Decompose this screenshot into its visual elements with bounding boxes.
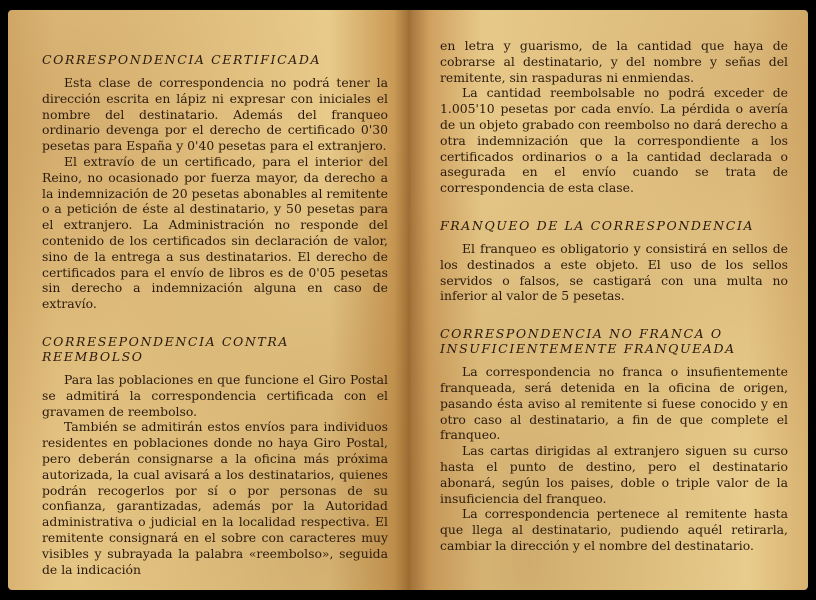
paragraph: El franqueo es obligatorio y consistirá en sellos de los destinados a este objeto. El uso de los sellos servidos o falsos, se castigará con una multa no inferior al valor de 5 pesetas.: [440, 240, 788, 304]
paragraph: También se admitirán estos envíos para individuos residentes en poblaciones donde no haya Giro Postal, pero deberán consignarse a la oficina más próxima autorizada, la cual avisará a los destinatarios, quienes podrán recogerlos por sí o por personas de su confianza, garantizadas, además por la Autoridad administrativa o judicial en la localidad respectiva. El remitente consignará en el sobre con caracteres muy visibles y subrayada la palabra «reembolso», seguida de la indicación: [42, 419, 388, 577]
paragraph: Las cartas dirigidas al extranjero siguen su curso hasta el punto de destino, pero el destinatario abonará, según los paises, doble o triple valor de la insuficiencia del franqueo.: [440, 443, 788, 506]
paragraph: Para las poblaciones en que funcione el Giro Postal se admitirá la correspondencia certificada con el gravamen de reembolso.: [42, 371, 388, 419]
section-heading-reembolso: CORRESEPONDENCIA CONTRA REEMBOLSO: [42, 333, 289, 364]
left-page: [8, 10, 410, 590]
paragraph: La correspondencia pertenece al remitente hasta que llega al destinatario, pudiendo aquél retirarla, cambiar la dirección y el nombre del destinatario.: [440, 506, 788, 553]
paragraph: Esta clase de correspondencia no podrá tener la dirección escrita en lápiz ni expresar con iniciales el nombre del destinatario. Además del franqueo ordinario devenga por el derecho de certificado 0'30 pesetas para España y 0'40 pesetas para el extranjero.: [42, 75, 388, 154]
section-heading-certificada: CORRESPONDENCIA CERTIFICADA: [42, 52, 322, 67]
booklet-spread: [8, 10, 808, 590]
paragraph: La cantidad reembolsable no podrá exceder de 1.005'10 pesetas por cada envío. La pérdida o avería de un objeto grabado con reembolso no dará derecho a otra indemnización que la correspondiente a los certificados ordinarios o a la cantidad declarada o asegurada en el envío cuando se trata de correspondencia de esta clase.: [440, 85, 788, 196]
paragraph: La correspondencia no franca o insufientemente franqueada, será detenida en la oficina de origen, pasando ésta aviso al remitente si fuese conocido y en otro caso al destinatario, a fin de que complete el franqueo.: [440, 364, 788, 443]
paragraph: El extravío de un certificado, para el interior del Reino, no ocasionado por fuerza mayor, da derecho a la indemnización de 20 pesetas abonables al remitente o a petición de éste al destinatario, y 50 pesetas para el extranjero. La Administración no responde del contenido de los certificados sin declaración de valor, sino de la entrega a sus destinatarios. El derecho de certificados para el envío de libros es de 0'05 pesetas sin derecho a indemnización alguna en caso de extravío.: [42, 153, 388, 312]
continuation-paragraph: en letra y guarismo, de la cantidad que haya de cobrarse al destinatario, y del nombre y señas del remitente, sin raspaduras ni enmiendas.: [440, 38, 788, 85]
section-heading-no-franca: CORRESPONDENCIA NO FRANCA O INSUFICIENTEMENTE FRANQUEADA: [440, 326, 736, 357]
right-page: [410, 10, 808, 590]
section-heading-franqueo: FRANQUEO DE LA CORRESPONDENCIA: [440, 217, 755, 233]
